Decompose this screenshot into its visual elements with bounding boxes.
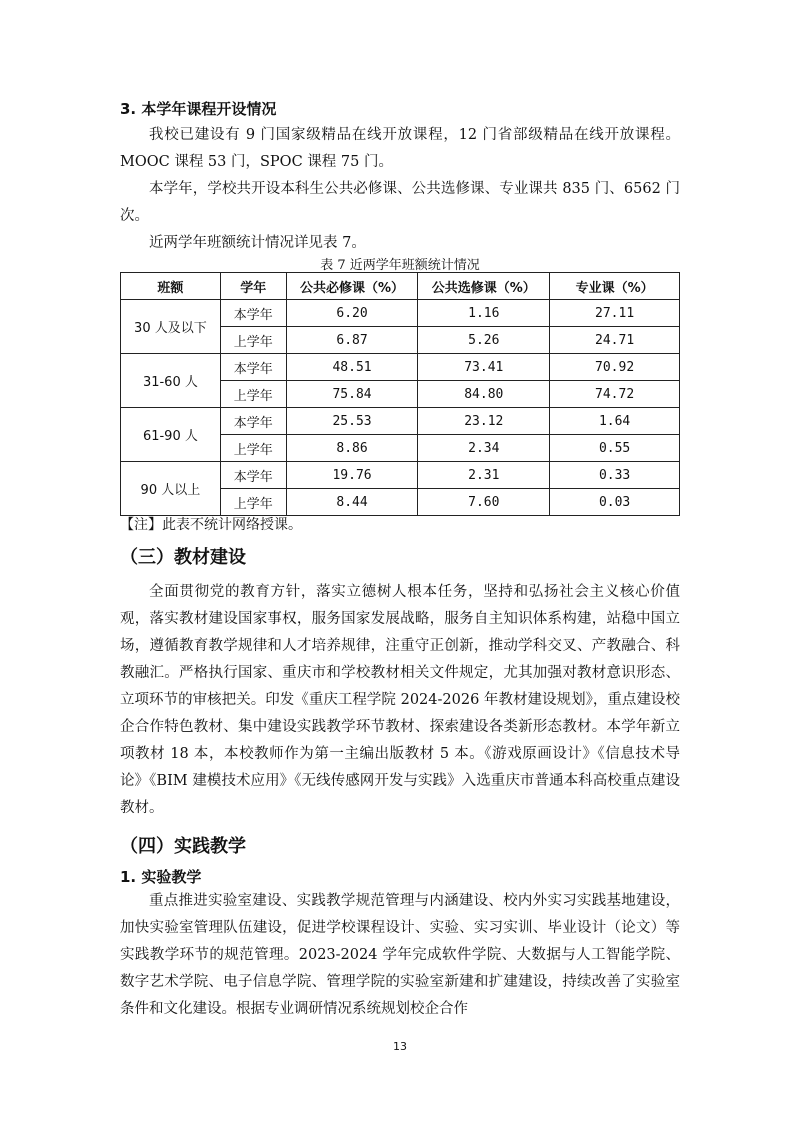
major-cell: 70.92 xyxy=(550,354,680,381)
subheading-experiment-teaching: 1. 实验教学 xyxy=(120,868,202,886)
year-cell: 上学年 xyxy=(220,381,286,408)
section-heading-practice: （四）实践教学 xyxy=(120,836,246,857)
header-year: 学年 xyxy=(220,273,286,300)
header-required: 公共必修课（%） xyxy=(286,273,418,300)
year-cell: 上学年 xyxy=(220,327,286,354)
section-heading-course-offering: 3. 本学年课程开设情况 xyxy=(120,100,277,118)
required-cell: 75.84 xyxy=(286,381,418,408)
year-cell: 本学年 xyxy=(220,462,286,489)
required-cell: 6.87 xyxy=(286,327,418,354)
table-row xyxy=(121,300,680,327)
elective-cell: 2.31 xyxy=(418,462,550,489)
paragraph-course-count: 本学年，学校共开设本科生公共必修课、公共选修课、专业课共 835 门、6562 门次。 xyxy=(120,181,680,224)
required-cell: 8.86 xyxy=(286,435,418,462)
header-class-size: 班额 xyxy=(121,273,221,300)
year-cell: 本学年 xyxy=(220,300,286,327)
major-cell: 0.55 xyxy=(550,435,680,462)
group-label: 61-90 人 xyxy=(121,408,221,462)
class-size-table xyxy=(120,272,680,516)
group-label: 31-60 人 xyxy=(121,354,221,408)
required-cell: 8.44 xyxy=(286,489,418,516)
year-cell: 本学年 xyxy=(220,354,286,381)
table-row xyxy=(121,408,680,435)
required-cell: 19.76 xyxy=(286,462,418,489)
header-major: 专业课（%） xyxy=(550,273,680,300)
table-note: 【注】此表不统计网络授课。 xyxy=(120,517,302,533)
paragraph-textbooks: 全面贯彻党的教育方针，落实立德树人根本任务，坚持和弘扬社会主义核心价值观，落实教材建设国家事权，服务国家发展战略，服务自主知识体系构建，站稳中国立场，遵循教育教学规律和人才培养规律，注重守正创新，推动学科交叉、产教融合、科教融汇。严格执行国家、重庆市和学校教材相关文件规定，尤其加强对教材意识形态、立项环节的审核把关。印发《重庆工程学院 2024-2026 年教材建设规划》，重点建设校企合作特色教材、集中建设实践教学环节教材、探索建设各类新形态教材。本学年新立项教材 18 本，本校教师作为第一主编出版教材 5 本。《游戏原画设计》《信息技术导论》《BIM 建模技术应用》《无线传感网开发与实践》入选重庆市普通本科高校重点建设教材。 xyxy=(120,584,680,816)
elective-cell: 2.34 xyxy=(418,435,550,462)
elective-cell: 73.41 xyxy=(418,354,550,381)
major-cell: 1.64 xyxy=(550,408,680,435)
year-cell: 上学年 xyxy=(220,435,286,462)
elective-cell: 84.80 xyxy=(418,381,550,408)
major-cell: 0.03 xyxy=(550,489,680,516)
section-heading-textbooks: （三）教材建设 xyxy=(120,547,246,568)
year-cell: 上学年 xyxy=(220,489,286,516)
group-label: 90 人以上 xyxy=(121,462,221,516)
required-cell: 48.51 xyxy=(286,354,418,381)
major-cell: 24.71 xyxy=(550,327,680,354)
table-row xyxy=(121,462,680,489)
group-label: 30 人及以下 xyxy=(121,300,221,354)
paragraph-table-ref: 近两学年班额统计情况详见表 7。 xyxy=(149,235,366,251)
table-row xyxy=(121,354,680,381)
required-cell: 25.53 xyxy=(286,408,418,435)
elective-cell: 7.60 xyxy=(418,489,550,516)
year-cell: 本学年 xyxy=(220,408,286,435)
paragraph-experiment: 重点推进实验室建设、实践教学规范管理与内涵建设、校内外实习实践基地建设，加快实验室管理队伍建设，促进学校课程设计、实验、实习实训、毕业设计（论文）等实践教学环节的规范管理。2023-2024 学年完成软件学院、大数据与人工智能学院、数字艺术学院、电子信息学院、管理学院的实验室新建和扩建建设，持续改善了实验室条件和文化建设。根据专业调研情况系统规划校企合作 xyxy=(120,893,680,1017)
table-caption: 表 7 近两学年班额统计情况 xyxy=(320,258,480,273)
elective-cell: 5.26 xyxy=(418,327,550,354)
elective-cell: 23.12 xyxy=(418,408,550,435)
table-header-row xyxy=(121,273,680,300)
page-number: 13 xyxy=(393,1040,407,1053)
major-cell: 27.11 xyxy=(550,300,680,327)
major-cell: 0.33 xyxy=(550,462,680,489)
paragraph-courses: 我校已建设有 9 门国家级精品在线开放课程，12 门省部级精品在线开放课程。MOOC 课程 53 门，SPOC 课程 75 门。 xyxy=(120,127,680,170)
major-cell: 74.72 xyxy=(550,381,680,408)
elective-cell: 1.16 xyxy=(418,300,550,327)
header-elective: 公共选修课（%） xyxy=(418,273,550,300)
required-cell: 6.20 xyxy=(286,300,418,327)
